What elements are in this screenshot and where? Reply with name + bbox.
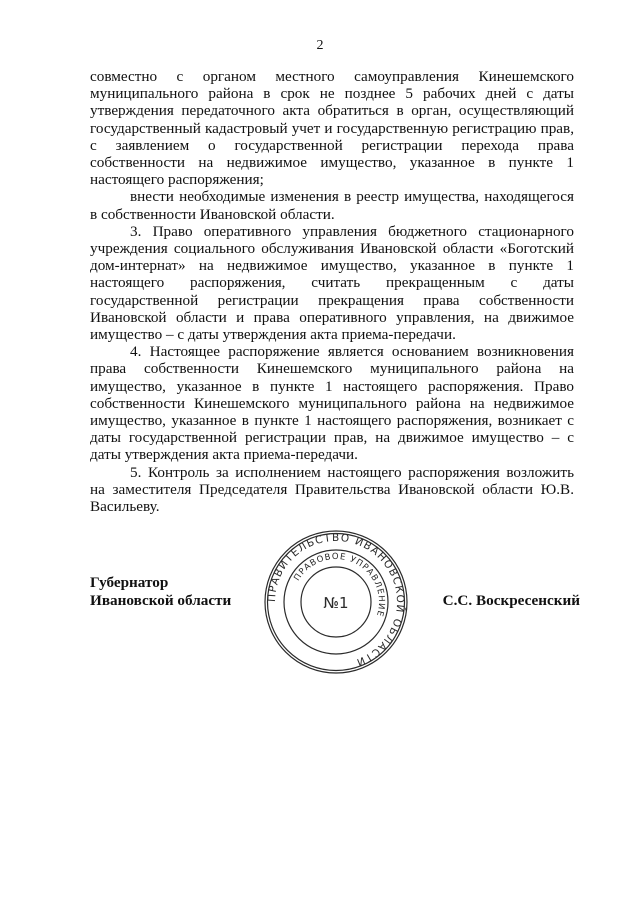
signer-title-line-2: Ивановской области [90,592,232,609]
seal-inner-textpath: ПРАВОВОЕ УПРАВЛЕНИЕ [292,551,387,619]
signer-title [90,574,231,610]
official-seal [263,529,409,675]
paragraph-item-3: 3. Право оперативного управления бюджетного стационарного учреждения социального обслуживания Ивановской области «Боготский дом-интернат» на недвижимое имущество, указанное в пункте 1 настоящего распоряжения, считать прекращенным с даты государственной регистрации прекращения права собственности Ивановской области и права оперативного управления, на движимое имущество – с даты утверждения акта приема-передачи. [90,222,574,344]
paragraph-continuation: совместно с органом местного самоуправления Кинешемского муниципального района в срок не позднее 5 рабочих дней с даты утверждения передаточного акта обратиться в орган, осуществляющий государственный кадастровый учет и государственную регистрацию прав, с заявлением о государственной регистрации перехода права собственности на недвижимое имущество, указанное в пункте 1 настоящего распоряжения; [90,68,574,189]
seal-outer-textpath: ПРАВИТЕЛЬСТВО ИВАНОВСКОЙ ОБЛАСТИ [265,531,407,669]
paragraph-registry-changes: внести необходимые изменения в реестр имущества, находящегося в собственности Ивановской области. [90,188,574,223]
seal-number: №1 [323,594,349,612]
paragraph-item-4: 4. Настоящее распоряжение является основанием возникновения права собственности Кинешемского муниципального района на имущество, указанное в пункте 1 настоящего распоряжения. Право собственности Кинешемского муниципального района на недвижимое имущество, указанное в пункте 1 настоящего распоряжения, возникает с даты государственной регистрации прав, на движимое имущество – с даты утверждения акта приема-передачи. [90,343,574,464]
page-number: 2 [316,38,324,53]
signer-name: С.С. Воскресенский [442,592,580,609]
paragraph-item-5: 5. Контроль за исполнением настоящего распоряжения возложить на заместителя Председателя Правительства Ивановской области Ю.В. Васильеву. [90,463,574,516]
document-body [90,68,574,515]
signer-title-line-1: Губернатор [90,574,169,591]
